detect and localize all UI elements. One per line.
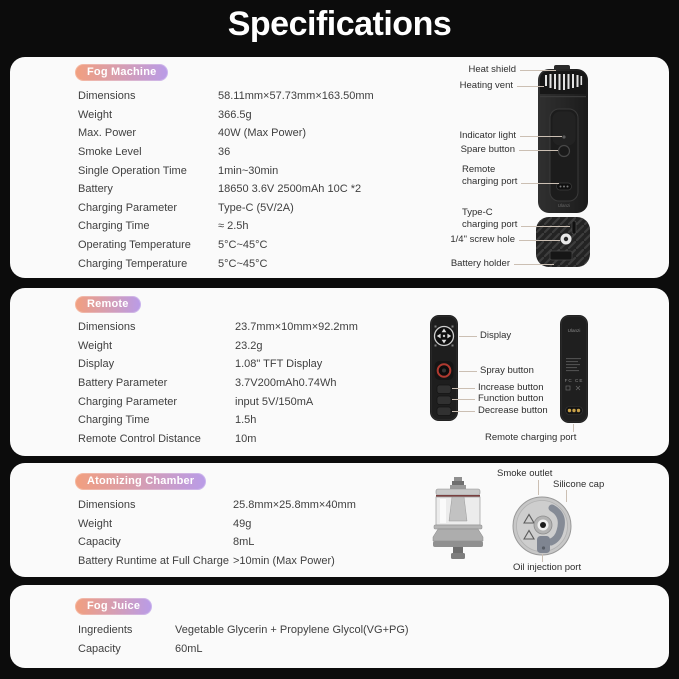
spec-value: 36 xyxy=(218,146,231,159)
callout-line xyxy=(521,226,570,227)
spec-label: Ingredients xyxy=(78,623,133,636)
callout-type-c-charging-port: Type-C charging port xyxy=(462,207,518,230)
callout-line xyxy=(514,264,554,265)
remote-card xyxy=(10,288,669,456)
battery-holder-slot xyxy=(550,251,572,260)
callout-line xyxy=(517,86,544,87)
spec-label: Weight xyxy=(78,339,113,352)
smoke-outlet-hole xyxy=(540,522,546,528)
callout-indicator-light: Indicator light xyxy=(459,130,516,141)
spec-value: 1.08" TFT Display xyxy=(235,358,323,371)
cert-marks-icon: FC CE xyxy=(564,378,584,383)
spec-label: Dimensions xyxy=(78,90,136,103)
spec-label: Charging Parameter xyxy=(78,395,178,408)
spec-label: Remote Control Distance xyxy=(78,432,201,445)
spec-row xyxy=(78,392,358,411)
spec-label: Max. Power xyxy=(78,127,137,140)
spec-value: 49g xyxy=(233,517,252,530)
spec-row xyxy=(78,143,374,162)
fog-juice-card xyxy=(10,585,669,668)
callout-silicone-cap: Silicone cap xyxy=(553,479,605,490)
callout-smoke-outlet: Smoke outlet xyxy=(497,468,553,479)
bottom-cap xyxy=(536,217,590,267)
atomizing-chamber-spec-table xyxy=(78,496,356,570)
callout-line xyxy=(521,183,559,184)
callout-line xyxy=(542,554,543,562)
spec-label: Battery xyxy=(78,183,113,196)
type-c-port-slot xyxy=(572,221,576,234)
callout-battery-holder: Battery holder xyxy=(450,258,510,269)
spec-label: Charging Time xyxy=(78,414,150,427)
spec-value: 10m xyxy=(235,432,257,445)
spec-row xyxy=(78,106,374,125)
atomizing-chamber-top-illustration xyxy=(512,496,572,556)
brand-mark: Ulanzi xyxy=(557,203,571,208)
fog-machine-spec-table xyxy=(78,87,374,273)
atomizing-chamber-side-illustration xyxy=(429,477,487,561)
remote-badge: Remote xyxy=(75,296,141,313)
spec-value: input 5V/150mA xyxy=(235,395,314,408)
spec-label: Weight xyxy=(78,108,113,121)
spec-value: Type-C (5V/2A) xyxy=(218,201,294,214)
spec-label: Operating Temperature xyxy=(78,239,191,252)
spec-value: 8mL xyxy=(233,536,255,549)
fog-juice-spec-table xyxy=(78,620,409,659)
spec-row xyxy=(78,161,374,180)
spec-label: Single Operation Time xyxy=(78,164,187,177)
remote-back-illustration xyxy=(560,315,588,423)
function-button xyxy=(437,396,451,405)
spec-label: Capacity xyxy=(78,643,121,656)
spec-value: 25.8mm×25.8mm×40mm xyxy=(233,499,356,512)
spec-value: 1min~30min xyxy=(218,164,279,177)
spec-row xyxy=(78,124,374,143)
callout-screw-hole: 1/4" screw hole xyxy=(450,234,515,245)
callout-line xyxy=(519,240,560,241)
spray-button xyxy=(435,361,454,380)
spec-row xyxy=(78,355,358,374)
callout-heating-vent: Heating vent xyxy=(459,80,513,91)
callout-spare-button: Spare button xyxy=(460,144,515,155)
spec-value: >10min (Max Power) xyxy=(233,555,335,568)
callout-remote-charging-port: Remote charging port xyxy=(485,432,577,443)
spec-value: Vegetable Glycerin + Propylene Glycol(VG+PG) xyxy=(175,623,409,636)
spec-row xyxy=(78,411,358,430)
spec-value: 5°C~45°C xyxy=(218,239,268,252)
fog-machine-illustration xyxy=(528,65,594,273)
spec-row xyxy=(78,87,374,106)
spec-row xyxy=(78,620,409,640)
callout-line xyxy=(519,150,558,151)
atomizing-chamber-card xyxy=(10,463,669,577)
atomizing-chamber-badge: Atomizing Chamber xyxy=(75,473,206,490)
callout-spray-button: Spray button xyxy=(480,365,534,376)
spec-label: Battery Parameter xyxy=(78,377,168,390)
spec-row xyxy=(78,430,358,449)
spec-row xyxy=(78,552,356,571)
callout-line xyxy=(452,411,475,412)
spec-label: Charging Time xyxy=(78,220,150,233)
callout-function-button: Function button xyxy=(478,393,544,404)
spec-row xyxy=(78,515,356,534)
spec-row xyxy=(78,374,358,393)
spec-row xyxy=(78,199,374,218)
spec-label: Display xyxy=(78,358,115,371)
fog-machine-badge: Fog Machine xyxy=(75,64,168,81)
callout-line xyxy=(520,70,556,71)
indicator-light-dot xyxy=(562,135,565,138)
oil-injection-plug xyxy=(537,536,550,553)
callout-heat-shield: Heat shield xyxy=(468,64,516,75)
spec-label: Weight xyxy=(78,517,113,530)
remote-front-illustration xyxy=(430,315,458,421)
callout-line xyxy=(459,336,477,337)
spec-row xyxy=(78,180,374,199)
spec-value: 366.5g xyxy=(218,108,252,121)
fog-juice-badge: Fog Juice xyxy=(75,598,152,615)
spec-label: Charging Temperature xyxy=(78,257,188,270)
spec-row xyxy=(78,236,374,255)
increase-button xyxy=(437,385,451,394)
callout-increase-button: Increase button xyxy=(478,382,544,393)
spec-value: ≈ 2.5h xyxy=(218,220,249,233)
spec-row xyxy=(78,217,374,236)
remote-charging-pins xyxy=(566,407,583,415)
spec-row xyxy=(78,254,374,273)
spec-value: 1.5h xyxy=(235,414,257,427)
spec-value: 5°C~45°C xyxy=(218,257,268,270)
spec-label: Dimensions xyxy=(78,499,136,512)
remote-display xyxy=(435,326,454,347)
spec-value: 23.7mm×10mm×92.2mm xyxy=(235,321,358,334)
remote-charging-port-slot xyxy=(557,183,572,190)
spec-row xyxy=(78,496,356,515)
spec-row xyxy=(78,533,356,552)
callout-remote-charging-port: Remote charging port xyxy=(462,164,518,187)
spec-label: Dimensions xyxy=(78,321,136,334)
spec-label: Capacity xyxy=(78,536,121,549)
callout-line xyxy=(573,424,574,432)
spec-label: Charging Parameter xyxy=(78,201,178,214)
spec-value: 60mL xyxy=(175,643,203,656)
page-title: Specifications xyxy=(227,5,452,43)
decrease-button xyxy=(437,407,451,416)
spec-label: Battery Runtime at Full Charge xyxy=(78,555,230,568)
spec-value: 40W (Max Power) xyxy=(218,127,307,140)
callout-line xyxy=(520,136,562,137)
brand-mark: Ulanzi xyxy=(567,328,581,333)
callout-line xyxy=(452,388,475,389)
spare-button-circle xyxy=(559,146,570,157)
spec-row xyxy=(78,640,409,660)
callout-line xyxy=(566,490,567,502)
spec-row xyxy=(78,337,358,356)
callout-decrease-button: Decrease button xyxy=(478,405,548,416)
callout-display: Display xyxy=(480,330,512,341)
spec-value: 58.11mm×57.73mm×163.50mm xyxy=(218,90,374,103)
callout-line xyxy=(452,399,475,400)
spec-value: 3.7V200mAh0.74Wh xyxy=(235,377,337,390)
spec-label: Smoke Level xyxy=(78,146,142,159)
spec-value: 18650 3.6V 2500mAh 10C *2 xyxy=(218,183,362,196)
callout-line xyxy=(538,480,539,495)
remote-spec-table xyxy=(78,318,358,448)
fog-machine-card xyxy=(10,57,669,278)
callout-oil-injection-port: Oil injection port xyxy=(513,562,582,573)
spec-row xyxy=(78,318,358,337)
callout-line xyxy=(459,371,477,372)
spec-value: 23.2g xyxy=(235,339,263,352)
